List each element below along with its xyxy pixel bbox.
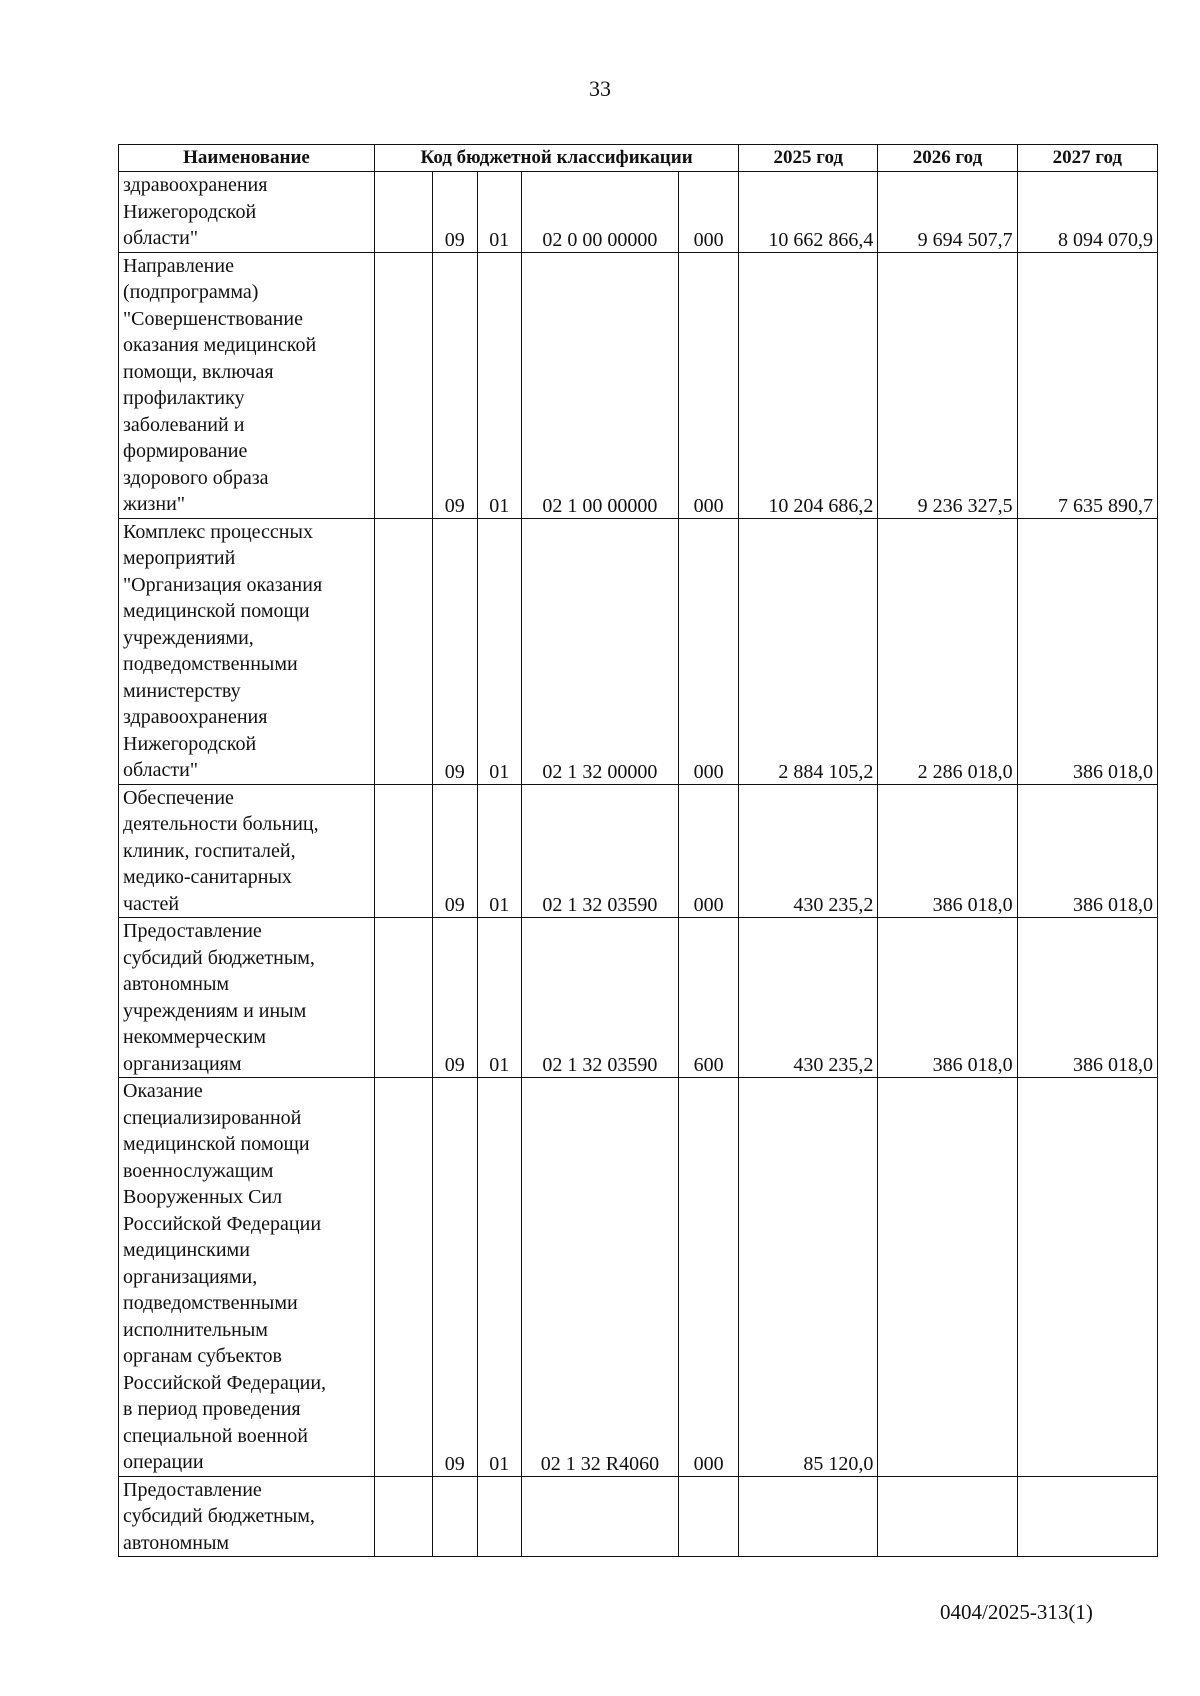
row-podrazdel: 01	[477, 918, 521, 1078]
document-id: 0404/2025-313(1)	[940, 1600, 1093, 1624]
row-ved	[374, 518, 432, 784]
row-ved	[374, 172, 432, 253]
row-name: Направление (подпрограмма) "Совершенствование оказания медицинской помощи, включая профилактику заболеваний и формирование здорового образа жизни"	[119, 252, 375, 518]
row-vr	[679, 1476, 739, 1557]
row-csr: 02 0 00 00000	[521, 172, 678, 253]
row-podrazdel: 01	[477, 518, 521, 784]
table-row	[119, 252, 1158, 518]
row-vr: 000	[679, 172, 739, 253]
page-number: 33	[589, 76, 611, 101]
row-value-2026	[878, 1078, 1017, 1477]
row-value-2027	[1017, 1078, 1157, 1477]
row-razdel: 09	[432, 518, 477, 784]
row-vr: 600	[679, 918, 739, 1078]
row-name: Предоставление субсидий бюджетным, автономным	[119, 1476, 375, 1557]
row-razdel: 09	[432, 252, 477, 518]
table-row	[119, 918, 1158, 1078]
row-value-2025: 430 235,2	[739, 784, 878, 918]
row-csr: 02 1 32 03590	[521, 784, 678, 918]
row-vr: 000	[679, 784, 739, 918]
table-row	[119, 1078, 1158, 1477]
row-podrazdel: 01	[477, 784, 521, 918]
row-podrazdel	[477, 1476, 521, 1557]
row-razdel: 09	[432, 918, 477, 1078]
row-value-2027	[1017, 1476, 1157, 1557]
row-razdel: 09	[432, 172, 477, 253]
row-csr: 02 1 32 R4060	[521, 1078, 678, 1477]
header-2025: 2025 год	[739, 145, 878, 172]
row-razdel	[432, 1476, 477, 1557]
row-csr	[521, 1476, 678, 1557]
table-row	[119, 172, 1158, 253]
row-value-2026: 386 018,0	[878, 784, 1017, 918]
table-row	[119, 1476, 1158, 1557]
row-name: здравоохранения Нижегородской области"	[119, 172, 375, 253]
row-podrazdel: 01	[477, 172, 521, 253]
row-razdel: 09	[432, 1078, 477, 1477]
header-2027: 2027 год	[1017, 145, 1157, 172]
row-ved	[374, 252, 432, 518]
row-value-2027: 386 018,0	[1017, 784, 1157, 918]
row-name: Обеспечение деятельности больниц, клиник, госпиталей, медико-санитарных частей	[119, 784, 375, 918]
row-value-2026: 9 236 327,5	[878, 252, 1017, 518]
row-value-2027: 386 018,0	[1017, 518, 1157, 784]
budget-table	[118, 144, 1158, 1557]
row-razdel: 09	[432, 784, 477, 918]
row-value-2026: 9 694 507,7	[878, 172, 1017, 253]
row-name: Оказание специализированной медицинской помощи военнослужащим Вооруженных Сил Российской Федерации медицинскими организациями, подведомственными исполнительным органам субъектов Российской Федерации, в период проведения специальной военной операции	[119, 1078, 375, 1477]
row-csr: 02 1 32 00000	[521, 518, 678, 784]
row-value-2026: 2 286 018,0	[878, 518, 1017, 784]
row-value-2025: 2 884 105,2	[739, 518, 878, 784]
row-podrazdel: 01	[477, 252, 521, 518]
row-ved	[374, 784, 432, 918]
header-code: Код бюджетной классификации	[374, 145, 738, 172]
row-name: Предоставление субсидий бюджетным, автономным учреждениям и иным некоммерческим организациям	[119, 918, 375, 1078]
row-value-2026	[878, 1476, 1017, 1557]
row-value-2027: 7 635 890,7	[1017, 252, 1157, 518]
row-ved	[374, 1476, 432, 1557]
table-header-row	[119, 145, 1158, 172]
table-row	[119, 518, 1158, 784]
row-ved	[374, 918, 432, 1078]
row-podrazdel: 01	[477, 1078, 521, 1477]
row-vr: 000	[679, 1078, 739, 1477]
row-name: Комплекс процессных мероприятий "Организация оказания медицинской помощи учреждениями, подведомственными министерству здравоохранения Нижегородской области"	[119, 518, 375, 784]
row-value-2027: 386 018,0	[1017, 918, 1157, 1078]
row-value-2025: 85 120,0	[739, 1078, 878, 1477]
row-ved	[374, 1078, 432, 1477]
header-name: Наименование	[119, 145, 375, 172]
row-value-2026: 386 018,0	[878, 918, 1017, 1078]
row-value-2025: 10 204 686,2	[739, 252, 878, 518]
row-value-2025: 10 662 866,4	[739, 172, 878, 253]
row-vr: 000	[679, 518, 739, 784]
row-vr: 000	[679, 252, 739, 518]
row-csr: 02 1 00 00000	[521, 252, 678, 518]
row-csr: 02 1 32 03590	[521, 918, 678, 1078]
row-value-2025: 430 235,2	[739, 918, 878, 1078]
header-2026: 2026 год	[878, 145, 1017, 172]
table-row	[119, 784, 1158, 918]
row-value-2027: 8 094 070,9	[1017, 172, 1157, 253]
row-value-2025	[739, 1476, 878, 1557]
